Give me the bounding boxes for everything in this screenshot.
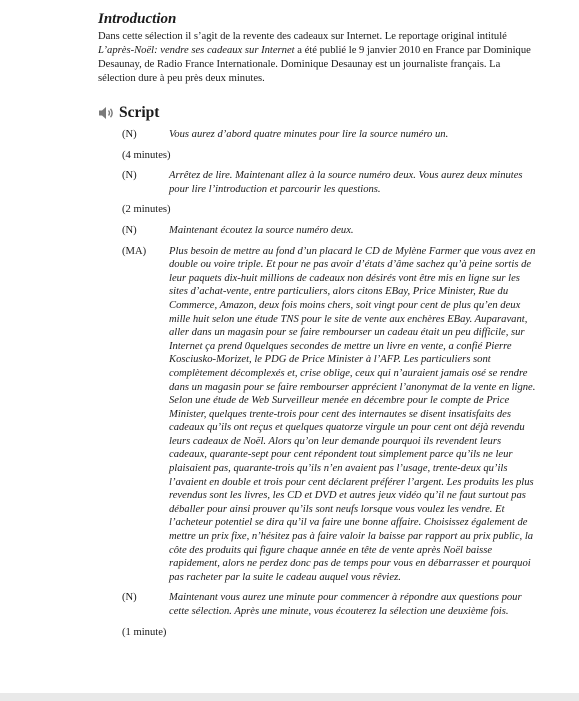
- script-line: [122, 128, 539, 142]
- line-text: Plus besoin de mettre au fond d’un placard le CD de Mylène Farmer que vous avez en double ou voire triple. Et pour ne pas avoir d’états d’âme sachez qu’à peine sortis de leur paquets dix-huit millions de cadeaux non désirés vont être mis en ligne sur les sites d’achat-vente, entre particuliers, alors citons EBay, Price Minister, Rue du Commerce, Amazon, deux fois moins chers, soit vingt pour cent de plus qu’en deux mille huit selon une étude TNS pour le site de vente aux enchères EBay. Auparavant, aller dans un magasin pour se faire rembourser un cadeau était un peu difficile, sur Internet ça prend 0quelques secondes de mettre un livre en vente, a confié Pierre Kosciusko-Morizet, le PDG de Price Minister à l’AFP. Les particuliers sont complètement décomplexés et, crise oblige, ceux qui n’auraient jamais osé se rendre dans un magasin pour se faire rembourser apprécient l’anonymat de la vente en ligne. Selon une étude de Web Surveilleur menée en décembre pour le compte de Price Minister, quelques trente-trois pour cent des internautes se disent insatisfaits des cadeaux qu’ils ont reçus et quelques quatorze virgule un pour cent ont déjà revendu leurs cadeaux de Noël. Alors qu’on leur demande pourquoi ils revendent leurs cadeaux, quarante-sept pour cent répondent tout simplement parce qu’ils ne leur plaisaient pas, quarante-trois qu’ils n’en avaient pas l’usage, trente-deux qu’ils l’avaient en double et trois pour cent déclarent préférer l’argent. Les produits les plus revendus sont les livres, les CD et DVD et autres jeux vidéo qu’il ne faut surtout pas déballer pour ainsi prouver qu’ils sont neufs lorsque vous voulez les vendre. Et l’acheteur potentiel se dira qu’il va faire une bonne affaire. Choisissez également de mettre un prix fixe, n’hésitez pas à faire valoir la baisse par rapport au prix public, la côte des produits qui figure chaque année en tête de vente après Noël baisse rapidement, alors ne perdez donc pas de temps pour vous en débarrasser et pourquoi pas racheter par la suite le cadeau auquel vous rêviez.: [169, 245, 536, 583]
- intro-heading: Introduction: [98, 11, 177, 27]
- speaker-label: (N): [122, 170, 137, 182]
- intro-text-part2: a été publié le 9 janvier 2010 en France par Dominique Desaunay, de Radio France Internationale. Dominique Desaunay est un journaliste français. La sélection dure à peu près deux minutes.: [98, 45, 531, 84]
- intro-paragraph: [98, 30, 539, 86]
- duration-note: (2 minutes): [122, 204, 171, 216]
- line-text: Maintenant écoutez la source numéro deux.: [169, 224, 354, 236]
- intro-text-part1: Dans cette sélection il s’agit de la revente des cadeaux sur Internet. Le reportage original intitulé: [98, 31, 507, 42]
- speaker-label: (MA): [122, 245, 147, 257]
- speaker-icon: [98, 106, 116, 120]
- script-header: [98, 104, 539, 122]
- line-text: Vous aurez d’abord quatre minutes pour lire la source numéro un.: [169, 129, 449, 140]
- script-line: [122, 224, 539, 238]
- duration-note: (1 minute): [122, 626, 167, 638]
- page-bottom-band: [0, 693, 579, 701]
- duration-note: (4 minutes): [122, 149, 171, 161]
- report-title: L’après-Noël: vendre ses cadeaux sur Internet: [98, 45, 295, 56]
- line-text: Maintenant vous aurez une minute pour commencer à répondre aux questions pour cette sélection. Après une minute, vous écouterez la sélection une deuxième fois.: [169, 592, 522, 617]
- script-line: [122, 591, 539, 618]
- script-line: [122, 169, 539, 196]
- speaker-label: (N): [122, 224, 137, 236]
- script-line: [122, 245, 539, 585]
- line-text: Arrêtez de lire. Maintenant allez à la source numéro deux. Vous aurez deux minutes pour lire l’introduction et parcourir les questions.: [169, 170, 523, 195]
- speaker-label: (N): [122, 129, 137, 140]
- script-lines: [98, 128, 539, 639]
- script-title: Script: [119, 104, 160, 121]
- speaker-label: (N): [122, 592, 137, 604]
